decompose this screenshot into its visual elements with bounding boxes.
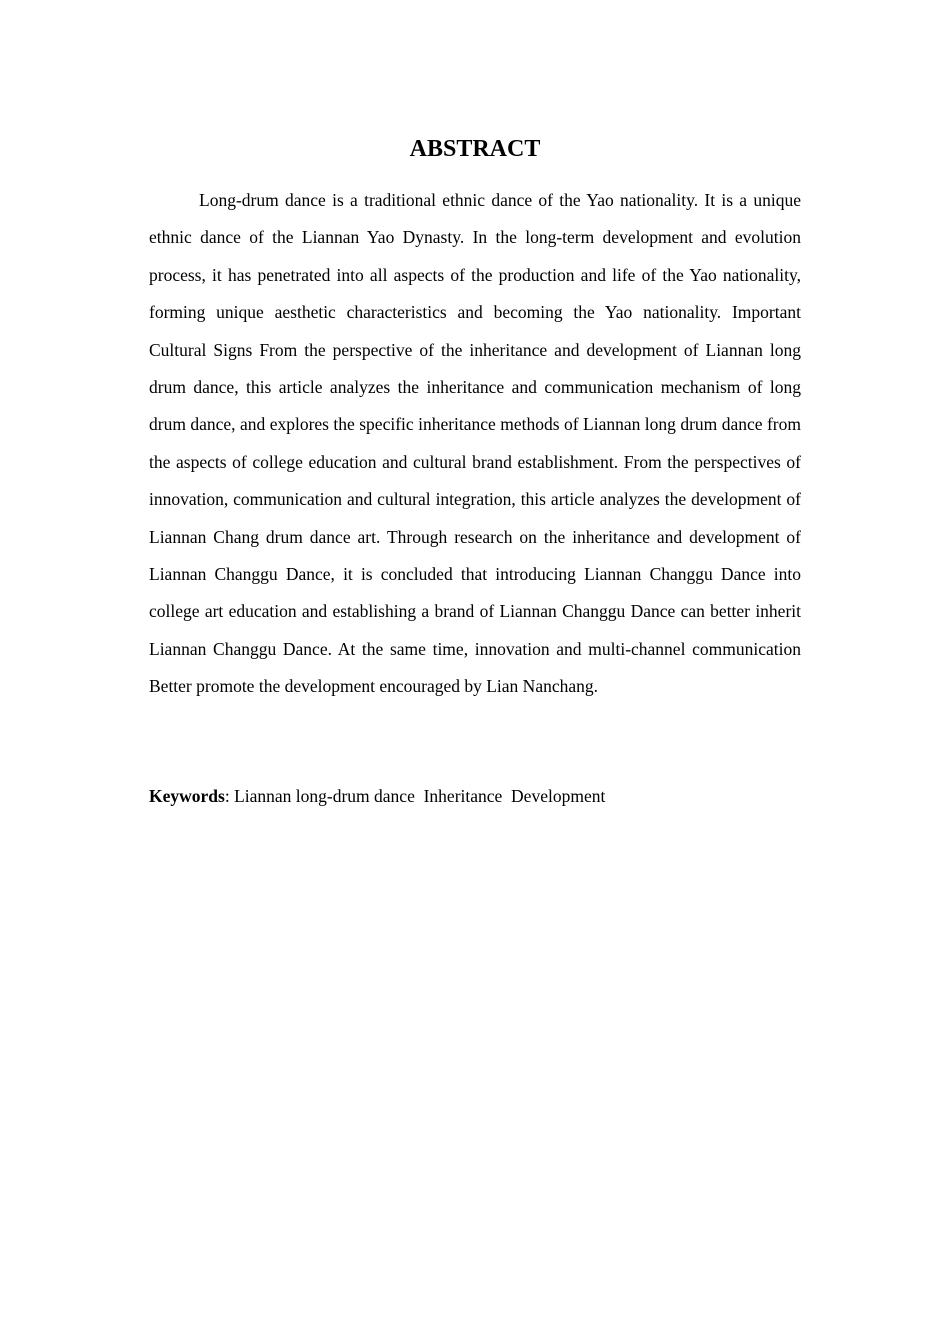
abstract-title: ABSTRACT <box>409 136 541 162</box>
abstract-body: Long-drum dance is a traditional ethnic dance of the Yao nationality. It is a unique ethnic dance of the Liannan Yao Dynasty. In the long-term development and evolution process, it has penetrated into all aspects of the production and life of the Yao nationality, forming unique aesthetic characteristics and becoming the Yao nationality. Important Cultural Signs From the perspective of the inheritance and development of Liannan long drum dance, this article analyzes the inheritance and communication mechanism of long drum dance, and explores the specific inheritance methods of Liannan long drum dance from the aspects of college education and cultural brand establishment. From the perspectives of innovation, communication and cultural integration, this article analyzes the development of Liannan Chang drum dance art. Through research on the inheritance and development of Liannan Changgu Dance, it is concluded that introducing Liannan Changgu Dance into college art education and establishing a brand of Liannan Changgu Dance can better inherit Liannan Changgu Dance. At the same time, innovation and multi-channel communication Better promote the development encouraged by Lian Nanchang. <box>149 190 801 697</box>
keywords-label: Keywords <box>149 786 225 806</box>
keywords-separator: : <box>224 786 235 806</box>
keywords-line <box>149 783 801 809</box>
keywords-value: Liannan long-drum dance Inheritance Development <box>234 786 606 806</box>
